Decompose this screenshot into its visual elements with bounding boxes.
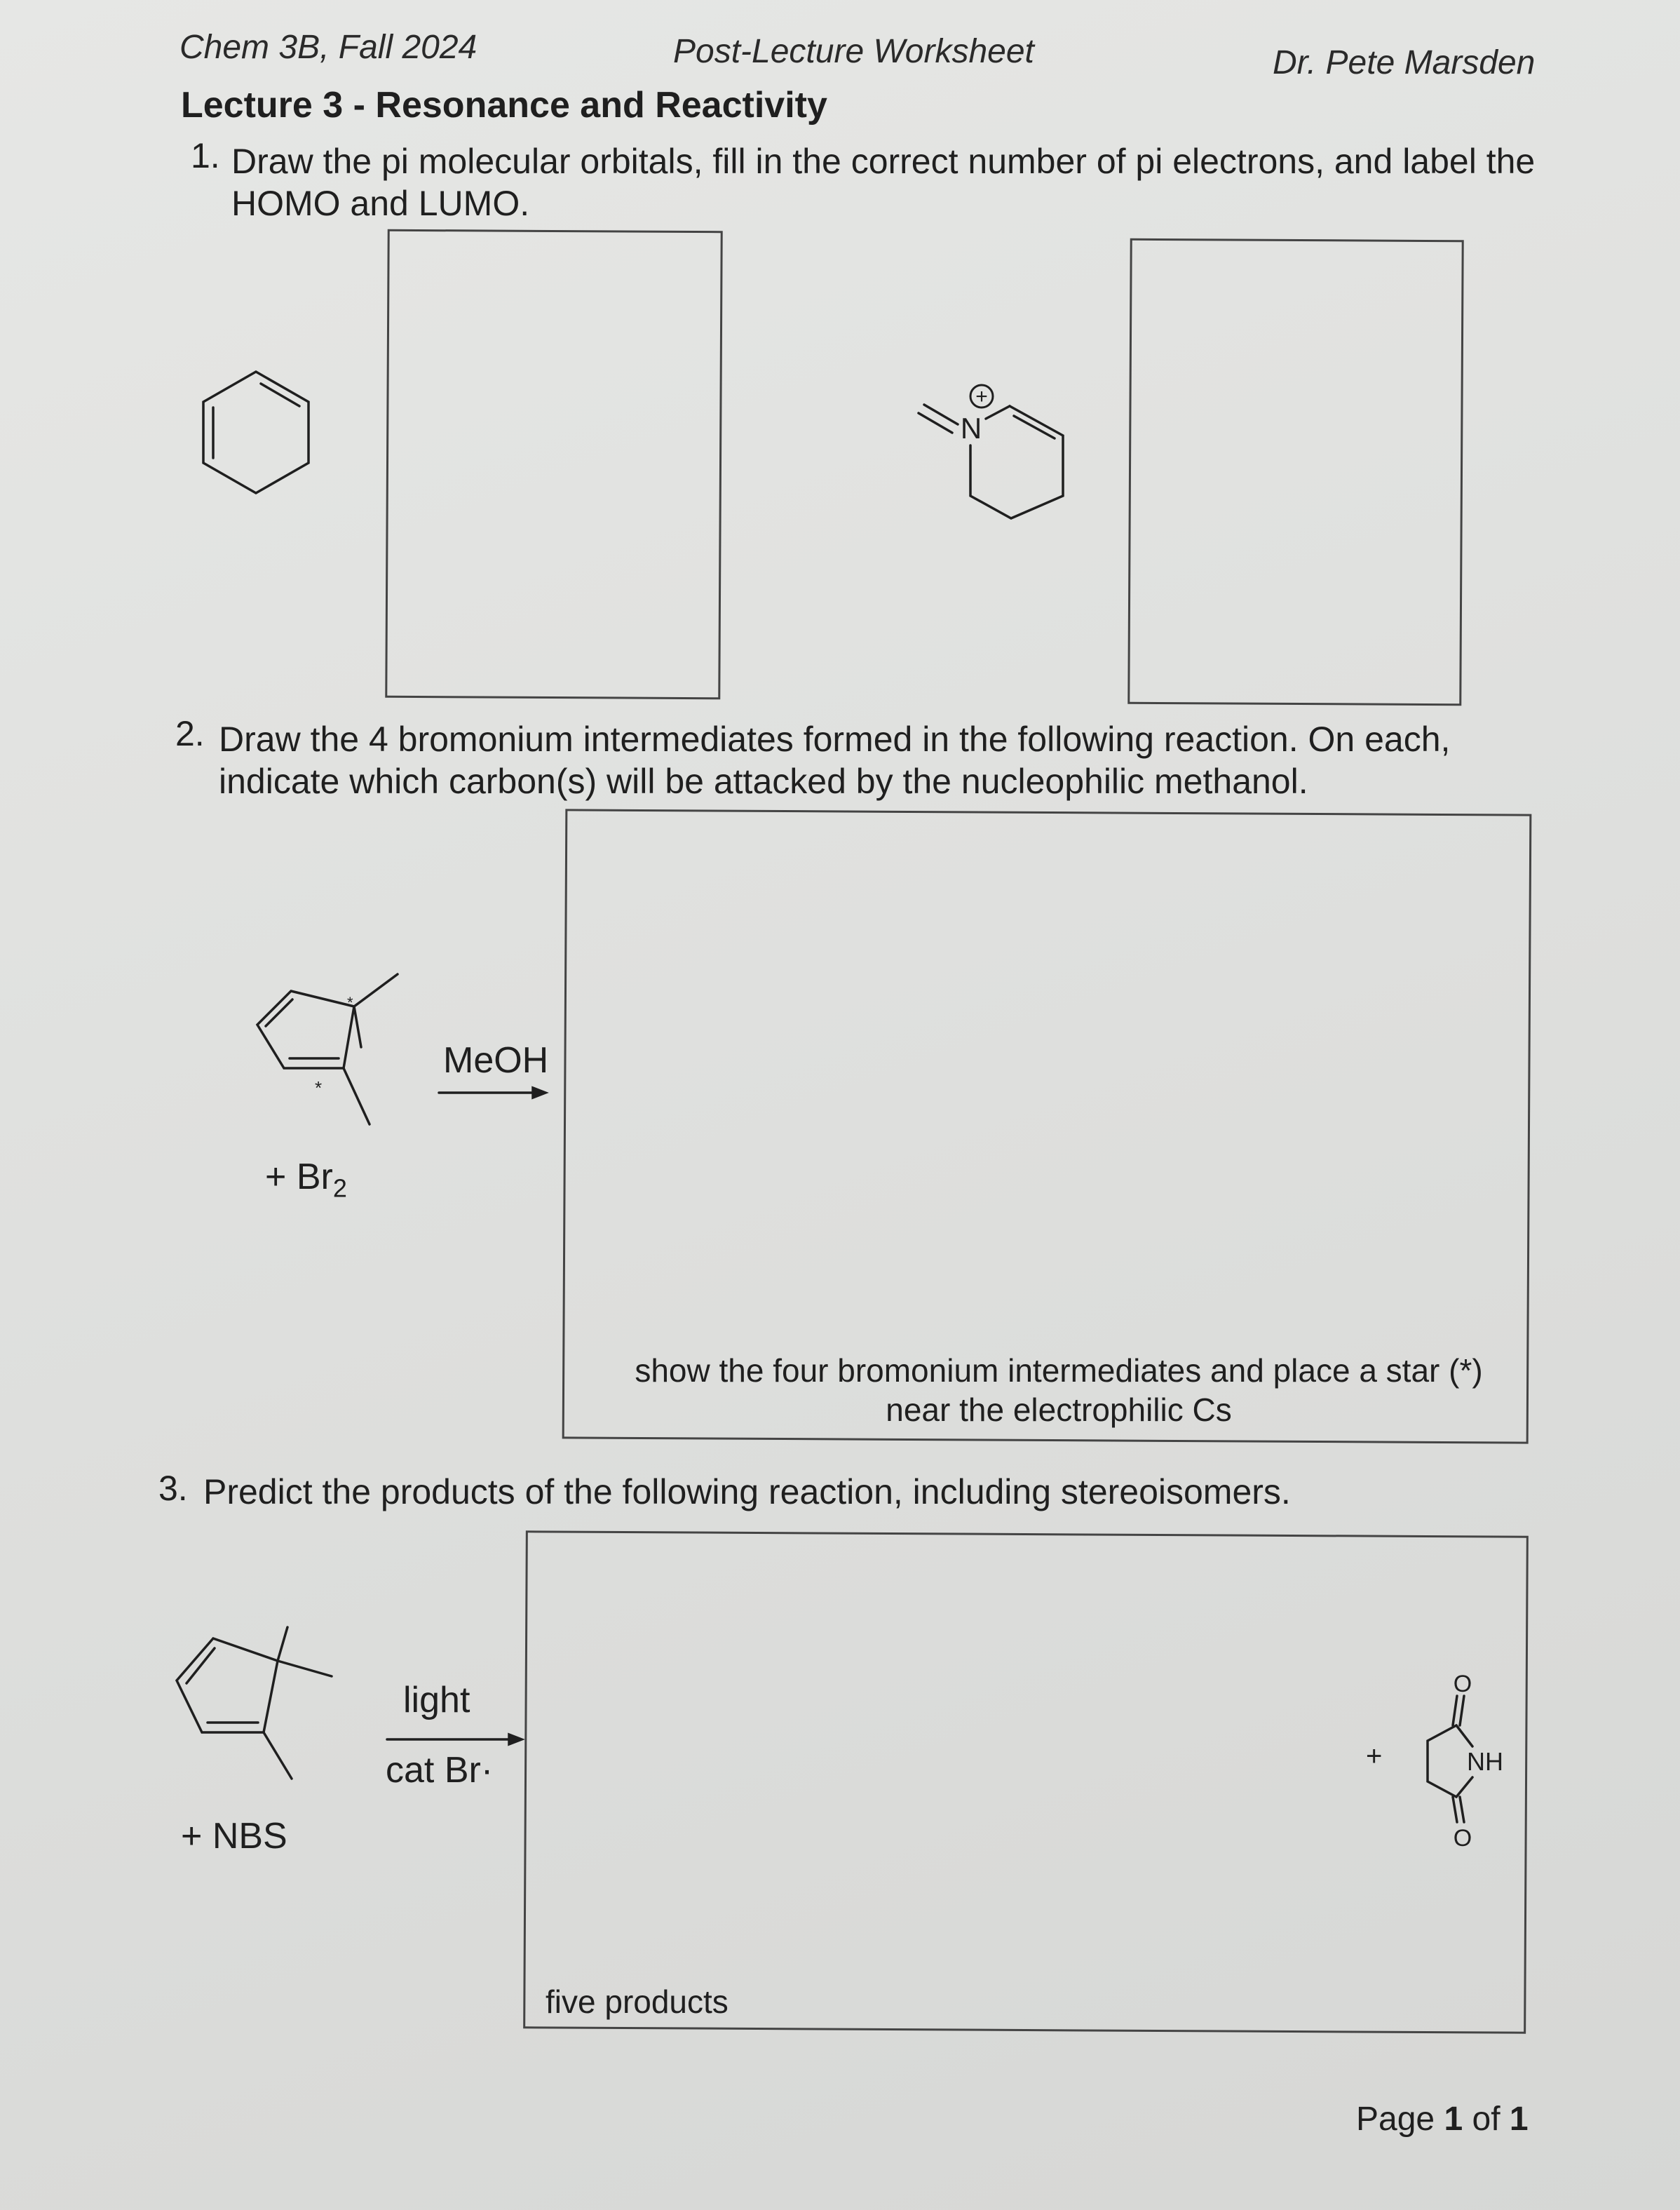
answer-box-3[interactable]	[523, 1530, 1529, 2033]
answer-box-1a[interactable]	[385, 229, 722, 699]
succinimide-structure	[1395, 1664, 1522, 1853]
question-1-text: Draw the pi molecular orbitals, fill in the correct number of pi electrons, and label the HOMO and LUMO.	[231, 142, 1536, 223]
q2-reagent-label: MeOH	[443, 1040, 549, 1081]
question-1-number: 1.	[191, 136, 220, 175]
svg-text:NH: NH	[1467, 1747, 1503, 1776]
q3-condition-catalyst: cat Br·	[386, 1750, 494, 1791]
course-label: Chem 3B, Fall 2024	[179, 29, 477, 66]
lecture-title: Lecture 3 - Resonance and Reactivity	[181, 85, 827, 126]
answer-box-3-caption: five products	[546, 1983, 729, 2020]
svg-text:O: O	[1453, 1671, 1472, 1697]
dimethylcyclopentene-structure-q2	[249, 971, 417, 1133]
answer-box-2[interactable]	[562, 809, 1532, 1443]
cyclohexadiene-structure	[196, 368, 316, 501]
question-2-number: 2.	[175, 714, 205, 753]
q3-nbs-reagent: + NBS	[181, 1816, 287, 1857]
instructor-label: Dr. Pete Marsden	[1273, 44, 1536, 81]
iminium-structure	[912, 375, 1094, 530]
svg-text:+: +	[975, 385, 988, 408]
svg-text:*: *	[315, 1077, 323, 1098]
answer-box-2-caption: show the four bromonium intermediates and place a star (*) near the electrophilic Cs	[635, 1352, 1483, 1428]
question-3-text: Predict the products of the following reaction, including stereoisomers.	[203, 1472, 1291, 1511]
worksheet-label: Post-Lecture Worksheet	[673, 33, 1034, 70]
question-2-text: Draw the 4 bromonium intermediates formed in the following reaction. On each, indicate which carbon(s) will be attacked by the nucleophilic methanol.	[219, 720, 1451, 801]
answer-box-1b[interactable]	[1127, 238, 1463, 706]
page-indicator: Page 1 of 1	[1356, 2101, 1529, 2138]
svg-text:*: *	[347, 994, 353, 1011]
q3-condition-light: light	[403, 1680, 470, 1720]
q2-reaction-arrow	[436, 1086, 548, 1100]
q3-reaction-arrow	[384, 1732, 524, 1746]
svg-text:O: O	[1453, 1825, 1472, 1852]
dimethylcyclopentene-structure-q3	[174, 1627, 342, 1788]
byproduct-plus: +	[1366, 1741, 1383, 1772]
q2-bromine-reagent: + $Br_2$	[265, 1157, 347, 1203]
svg-text:N: N	[960, 412, 982, 445]
question-3-number: 3.	[158, 1469, 188, 1508]
